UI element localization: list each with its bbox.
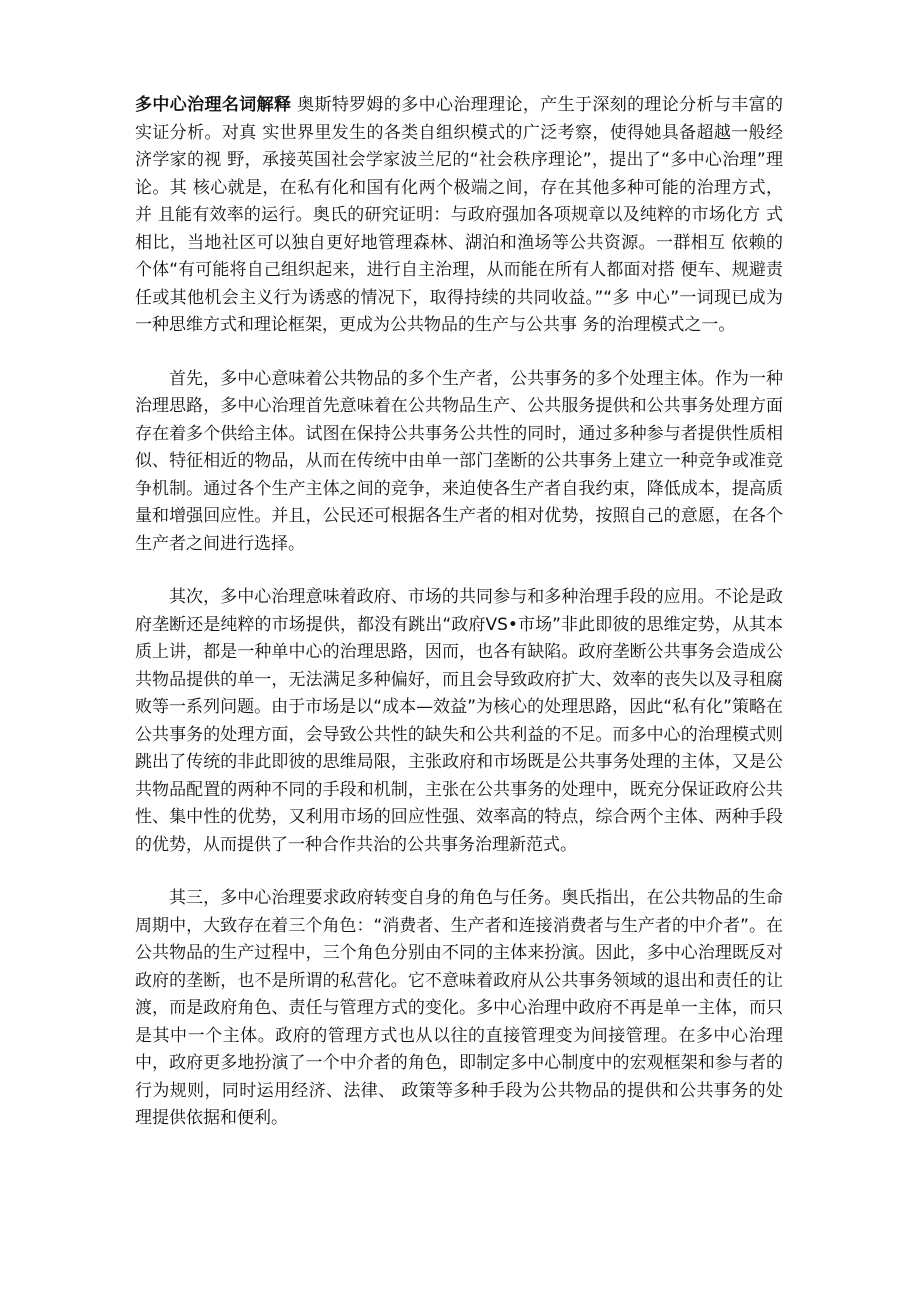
- term-heading: 多中心治理名词解释: [135, 95, 292, 115]
- document-body: [135, 92, 783, 1159]
- body-paragraph-first: 首先，多中心意味着公共物品的多个生产者，公共事务的多个处理主体。作为一种治理思路，多中心治理首先意味着在公共物品生产、公共服务提供和公共事务处理方面存在着多个供给主体。试图在保持公共事务公共性的同时，通过多种参与者提供性质相似、特征相近的物品，从而在传统中由单一部门垄断的公共事务上建立一种竞争或准竞争机制。通过各个生产主体之间的竞争，来迫使各生产者自我约束，降低成本，提高质量和增强回应性。并且，公民还可根据各生产者的相对优势，按照自己的意愿，在各个生产者之间进行选择。: [135, 368, 783, 554]
- body-paragraph-third: 其三，多中心治理要求政府转变自身的角色与任务。奥氏指出，在公共物品的生命周期中，大致存在着三个角色：“消费者、生产者和连接消费者与生产者的中介者”。在公共物品的生产过程中，三个角色分别由不同的主体来扮演。因此，多中心治理既反对政府的垄断，也不是所谓的私营化。它不意味着政府从公共事务领域的退出和责任的让渡，而是政府角色、责任与管理方式的变化。多中心治理中政府不再是单一主体，而只是其中一个主体。政府的管理方式也从以往的直接管理变为间接管理。在多中心治理中，政府更多地扮演了一个中介者的角色，即制定多中心制度中的宏观框架和参与者的行为规则，同时运用经济、法律、 政策等多种手段为公共物品的提供和公共事务的处理提供依据和便利。: [135, 888, 783, 1128]
- body-paragraph-second: 其次，多中心治理意味着政府、市场的共同参与和多种治理手段的应用。不论是政府垄断还是纯粹的市场提供，都没有跳出“政府VS•市场”非此即彼的思维定势，从其本质上讲，都是一种单中心的治理思路，因而，也各有缺陷。政府垄断公共事务会造成公共物品提供的单一，无法满足多种偏好，而且会导致政府扩大、效率的丧失以及寻租腐败等一系列问题。由于市场是以“成本—效益”为核心的处理思路，因此“私有化”策略在公共事务的处理方面，会导致公共性的缺失和公共利益的不足。而多中心的治理模式则跳出了传统的非此即彼的思维局限，主张政府和市场既是公共事务处理的主体，又是公共物品配置的两种不同的手段和机制，主张在公共事务的处理中，既充分保证政府公共性、集中性的优势，又利用市场的回应性强、效率高的特点，综合两个主体、两种手段的优势，从而提供了一种合作共治的公共事务治理新范式。: [135, 587, 783, 855]
- intro-paragraph: [135, 92, 783, 340]
- intro-text: 奥斯特罗姆的多中心治理理论，产生于深刻的理论分析与丰富的实证分析。对真 实世界里发生的各类自组织模式的广泛考察，使得她具备超越一般经济学家的视 野，承接英国社会学家波兰尼的“社会秩序理论”，提出了“多中心治理”理论。其 核心就是，在私有化和国有化两个极端之间，存在其他多种可能的治理方式，并 且能有效率的运行。奥氏的研究证明：与政府强加各项规章以及纯粹的市场化方 式相比，当地社区可以独自更好地管理森林、湖泊和渔场等公共资源。一群相互 依赖的个体“有可能将自己组织起来，进行自主治理，从而能在所有人都面对搭 便车、规避责任或其他机会主义行为诱惑的情况下，取得持续的共同收益。”“多 中心”一词现已成为一种思维方式和理论框架，更成为公共物品的生产与公共事 务的治理模式之一。: [135, 95, 784, 335]
